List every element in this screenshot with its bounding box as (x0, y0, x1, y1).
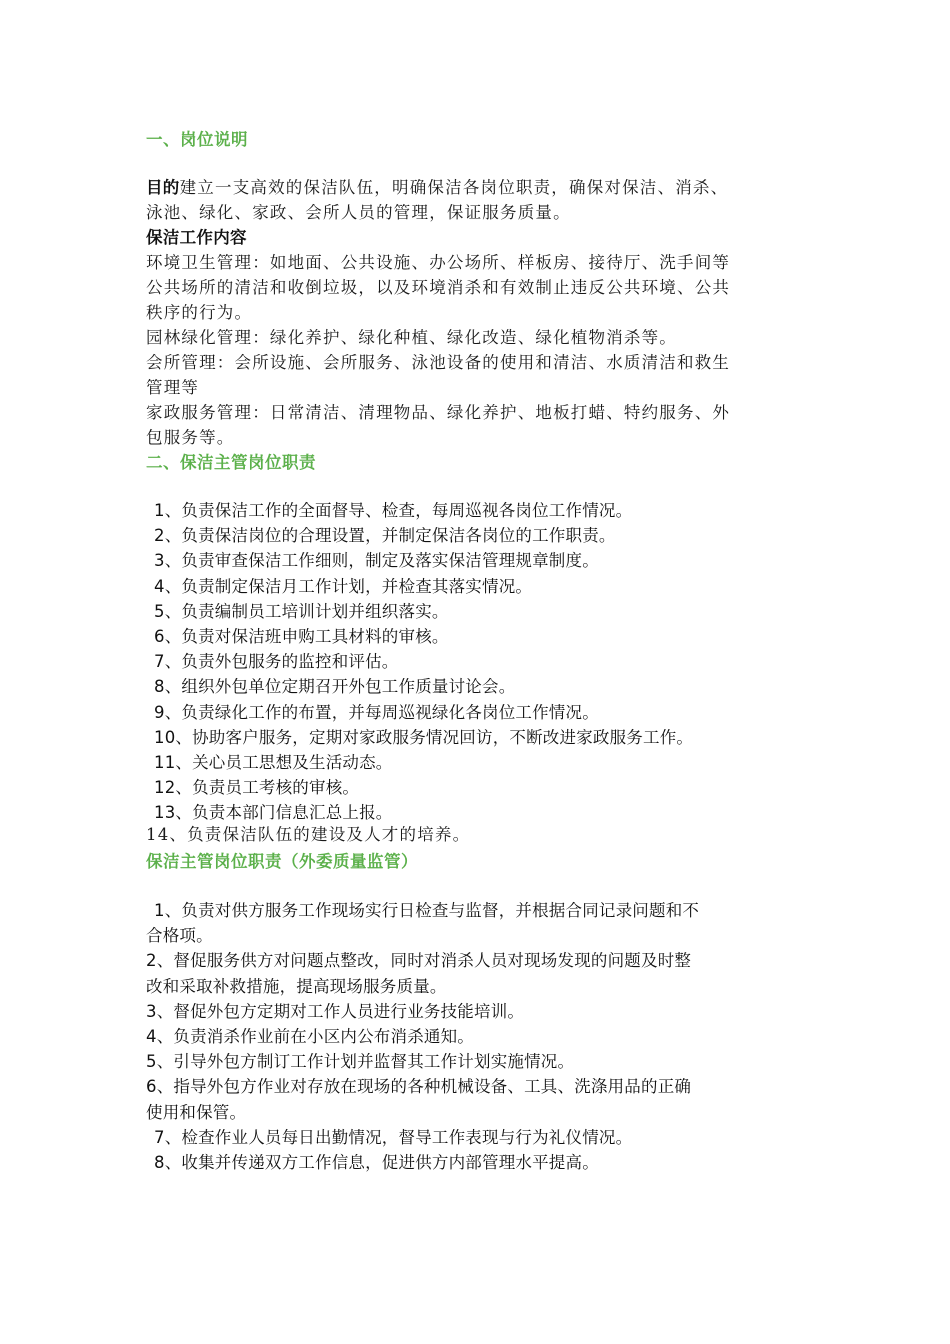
list-item: 7、负责外包服务的监控和评估。 (154, 652, 399, 672)
purpose-line (146, 175, 806, 200)
list-item: 9、负责绿化工作的布置，并每周巡视绿化各岗位工作情况。 (154, 702, 599, 722)
list-item-cont: 使用和保管。 (146, 1102, 247, 1122)
home-line-2: 包服务等。 (146, 428, 235, 447)
env-line-3: 秩序的行为。 (146, 303, 253, 322)
list-item: 5、负责编制员工培训计划并组织落实。 (154, 601, 449, 621)
list-item: 4、负责制定保洁月工作计划，并检查其落实情况。 (154, 576, 533, 596)
list-item: 6、负责对保洁班申购工具材料的审核。 (154, 626, 449, 646)
list-item: 7、检查作业人员每日出勤情况，督导工作表现与行为礼仪情况。 (154, 1127, 633, 1147)
list-item-14 (146, 822, 806, 847)
outsourcing-duties-list (146, 898, 814, 1175)
section1-body (146, 175, 806, 450)
list-item: 1、负责保洁工作的全面督导、检查，每周巡视各岗位工作情况。 (154, 501, 633, 520)
env-line-2: 公共场所的清洁和收倒垃圾，以及环境消杀和有效制止违反公共环境、公共 (146, 278, 731, 297)
list-item: 2、负责保洁岗位的合理设置，并制定保洁各岗位的工作职责。 (154, 526, 616, 546)
list-item: 11、关心员工思想及生活动态。 (154, 752, 393, 772)
club-line-2: 管理等 (146, 378, 200, 397)
supervisor-duties-list (154, 498, 814, 825)
list-item: 1、负责对供方服务工作现场实行日检查与监督，并根据合同记录问题和不 (154, 901, 700, 920)
list-item: 10、协助客户服务，定期对家政服务情况回访，不断改进家政服务工作。 (154, 727, 694, 747)
purpose-text-2: 泳池、绿化、家政、会所人员的管理，保证服务质量。 (146, 203, 571, 222)
list-item: 3、负责审查保洁工作细则，制定及落实保洁管理规章制度。 (154, 551, 599, 571)
club-line-1: 会所管理：会所设施、会所服务、泳池设备的使用和清洁、水质清洁和救生 (146, 353, 731, 372)
list-item: 2、督促服务供方对问题点整改，同时对消杀人员对现场发现的问题及时整 (146, 951, 692, 971)
list-item: 5、引导外包方制订工作计划并监督其工作计划实施情况。 (146, 1052, 575, 1072)
list-item-cont: 改和采取补救措施，提高现场服务质量。 (146, 976, 447, 996)
list-item: 6、指导外包方作业对存放在现场的各种机械设备、工具、洗涤用品的正确 (146, 1077, 692, 1097)
home-line-1: 家政服务管理：日常清洁、清理物品、绿化养护、地板打蜡、特约服务、外 (146, 403, 731, 422)
list-item-cont: 合格项。 (146, 926, 213, 946)
purpose-text: 建立一支高效的保洁队伍，明确保洁各岗位职责，确保对保洁、消杀、 (179, 178, 729, 197)
list-item: 13、负责本部门信息汇总上报。 (154, 803, 393, 823)
section3-heading: 保洁主管岗位职责（外委质量监管） (146, 852, 418, 871)
section1-heading: 一、岗位说明 (146, 130, 248, 149)
list-item: 14、负责保洁队伍的建设及人才的培养。 (146, 825, 471, 844)
list-item: 8、收集并传递双方工作信息，促进供方内部管理水平提高。 (154, 1152, 599, 1172)
garden-line: 园林绿化管理：绿化养护、绿化种植、绿化改造、绿化植物消杀等。 (146, 328, 677, 347)
list-item: 8、组织外包单位定期召开外包工作质量讨论会。 (154, 677, 516, 697)
list-item: 4、负责消杀作业前在小区内公布消杀通知。 (146, 1026, 474, 1046)
env-line-1: 环境卫生管理：如地面、公共设施、办公场所、样板房、接待厅、洗手间等 (146, 253, 731, 272)
content-label: 保洁工作内容 (146, 228, 247, 247)
section2-heading: 二、保洁主管岗位职责 (146, 453, 316, 472)
list-item: 3、督促外包方定期对工作人员进行业务技能培训。 (146, 1001, 525, 1021)
purpose-label: 目的 (146, 178, 180, 197)
list-item: 12、负责员工考核的审核。 (154, 778, 360, 798)
